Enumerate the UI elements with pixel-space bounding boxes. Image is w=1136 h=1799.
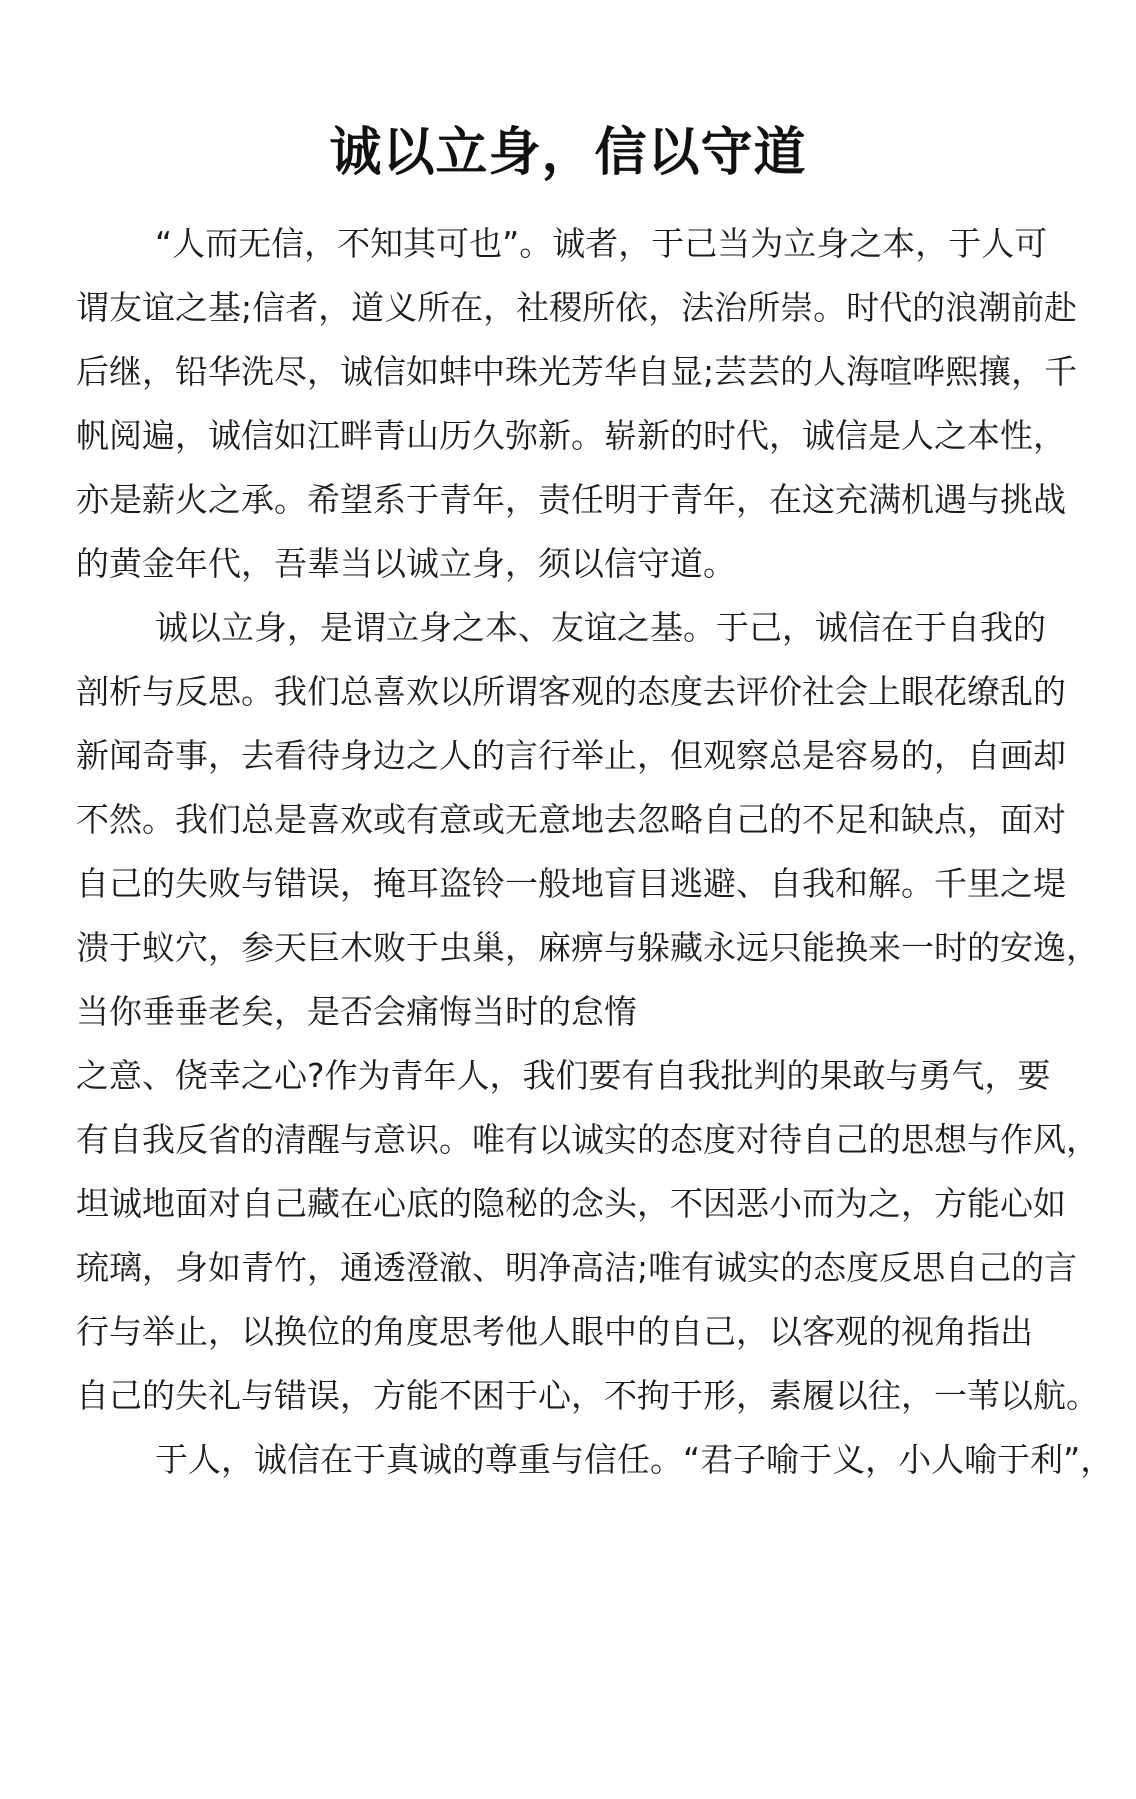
paragraph-2-line-7: 当你垂垂老矣，是否会痛悔当时的怠惰 xyxy=(76,992,637,1031)
paragraph-2-line-5: 自己的失败与错误，掩耳盗铃一般地盲目逃避、自我和解。千里之堤 xyxy=(76,864,1066,903)
paragraph-2-line-13: 自己的失礼与错误，方能不困于心，不拘于形，素履以往，一苇以航。 xyxy=(76,1376,1099,1415)
paragraph-1-line-2: 谓友谊之基;信者，道义所在，社稷所依，法治所崇。时代的浪潮前赴 xyxy=(76,288,1078,327)
paragraph-1-line-4: 帆阅遍，诚信如江畔青山历久弥新。崭新的时代，诚信是人之本性， xyxy=(76,416,1066,455)
paragraph-2-line-1: 诚以立身，是谓立身之本、友谊之基。于己，诚信在于自我的 xyxy=(155,608,1046,647)
paragraph-1-line-5: 亦是薪火之承。希望系于青年，责任明于青年，在这充满机遇与挑战 xyxy=(76,480,1066,519)
essay-title: 诚以立身，信以守道 xyxy=(329,123,807,183)
paragraph-2-line-3: 新闻奇事，去看待身边之人的言行举止，但观察总是容易的，自画却 xyxy=(76,736,1066,775)
paragraph-2-line-4: 不然。我们总是喜欢或有意或无意地去忽略自己的不足和缺点，面对 xyxy=(76,800,1066,839)
paragraph-2-line-9: 有自我反省的清醒与意识。唯有以诚实的态度对待自己的思想与作风， xyxy=(76,1120,1099,1159)
paragraph-1-line-6: 的黄金年代，吾辈当以诚立身，须以信守道。 xyxy=(76,544,736,583)
paragraph-2-line-2: 剖析与反思。我们总喜欢以所谓客观的态度去评价社会上眼花缭乱的 xyxy=(76,672,1066,711)
paragraph-2-line-8: 之意、侥幸之心?作为青年人，我们要有自我批判的果敢与勇气，要 xyxy=(76,1056,1051,1095)
paragraph-2-line-11: 琉璃，身如青竹，通透澄澈、明净高洁;唯有诚实的态度反思自己的言 xyxy=(76,1248,1078,1287)
paragraph-2-line-10: 坦诚地面对自己藏在心底的隐秘的念头，不因恶小而为之，方能心如 xyxy=(76,1184,1066,1223)
paragraph-3-line-1: 于人，诚信在于真诚的尊重与信任。“君子喻于义，小人喻于利”， xyxy=(155,1440,1114,1479)
paragraph-2-line-12: 行与举止，以换位的角度思考他人眼中的自己，以客观的视角指出 xyxy=(76,1312,1033,1351)
paragraph-2-line-6: 溃于蚁穴，参天巨木败于虫巢，麻痹与躲藏永远只能换来一时的安逸， xyxy=(76,928,1099,967)
paragraph-1-line-3: 后继，铅华洗尽，诚信如蚌中珠光芳华自显;芸芸的人海喧哗熙攘，千 xyxy=(76,352,1078,391)
paragraph-1-line-1: “人而无信，不知其可也”。诚者，于己当为立身之本，于人可 xyxy=(155,224,1048,263)
